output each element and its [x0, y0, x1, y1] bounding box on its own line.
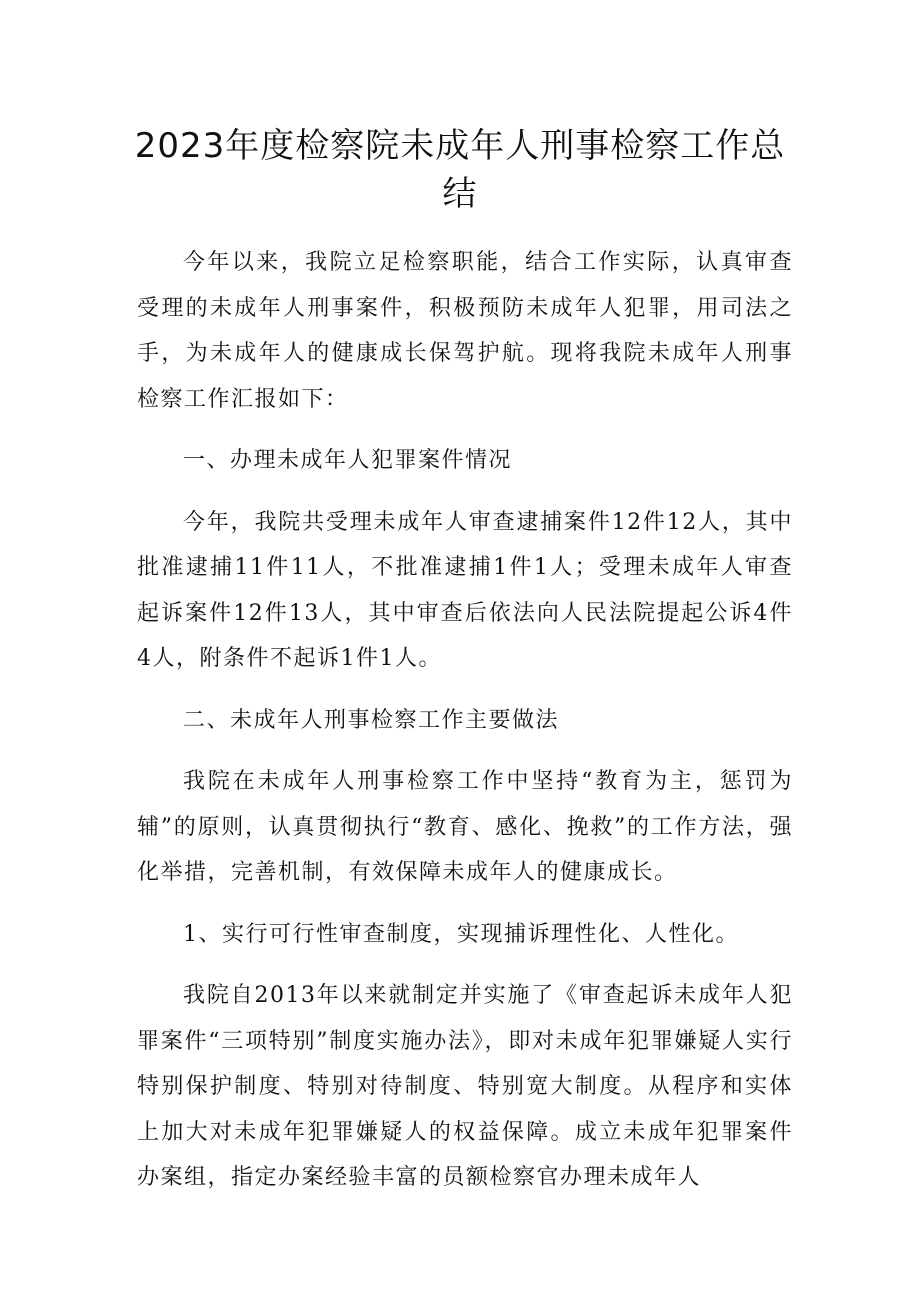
document-title: 2023年度检察院未成年人刑事检察工作总结 — [134, 126, 786, 214]
section-heading-2: 二、未成年人刑事检察工作主要做法 — [183, 707, 560, 733]
case-statistics-paragraph: 今年，我院共受理未成年人审查逮捕案件12件12人，其中批准逮捕11件11人，不批准逮捕1件1人；受理未成年人审查起诉案件12件13人，其中审查后依法向人民法院提起公诉4件4人，附条件不起诉1件1人。 — [137, 509, 793, 671]
review-system-paragraph: 我院自2013年以来就制定并实施了《审查起诉未成年人犯罪案件“三项特别”制度实施办法》，即对未成年犯罪嫌疑人实行特别保护制度、特别对待制度、特别宽大制度。从程序和实体上加大对未成年犯罪嫌疑人的权益保障。成立未成年犯罪案件办案组，指定办案经验丰富的员额检察官办理未成年人 — [137, 983, 793, 1190]
subsection-heading-1: 1、实行可行性审查制度，实现捕诉理性化、人性化。 — [183, 921, 739, 947]
intro-paragraph: 今年以来，我院立足检察职能，结合工作实际，认真审查受理的未成年人刑事案件，积极预防未成年人犯罪，用司法之手，为未成年人的健康成长保驾护航。现将我院未成年人刑事检察工作汇报如下： — [137, 250, 793, 412]
section-heading-1: 一、办理未成年人犯罪案件情况 — [183, 448, 513, 473]
principles-paragraph: 我院在未成年人刑事检察工作中坚持“教育为主，惩罚为辅”的原则，认真贯彻执行“教育、感化、挽救”的工作方法，强化举措，完善机制，有效保障未成年人的健康成长。 — [137, 769, 793, 885]
document-body — [137, 240, 793, 1217]
